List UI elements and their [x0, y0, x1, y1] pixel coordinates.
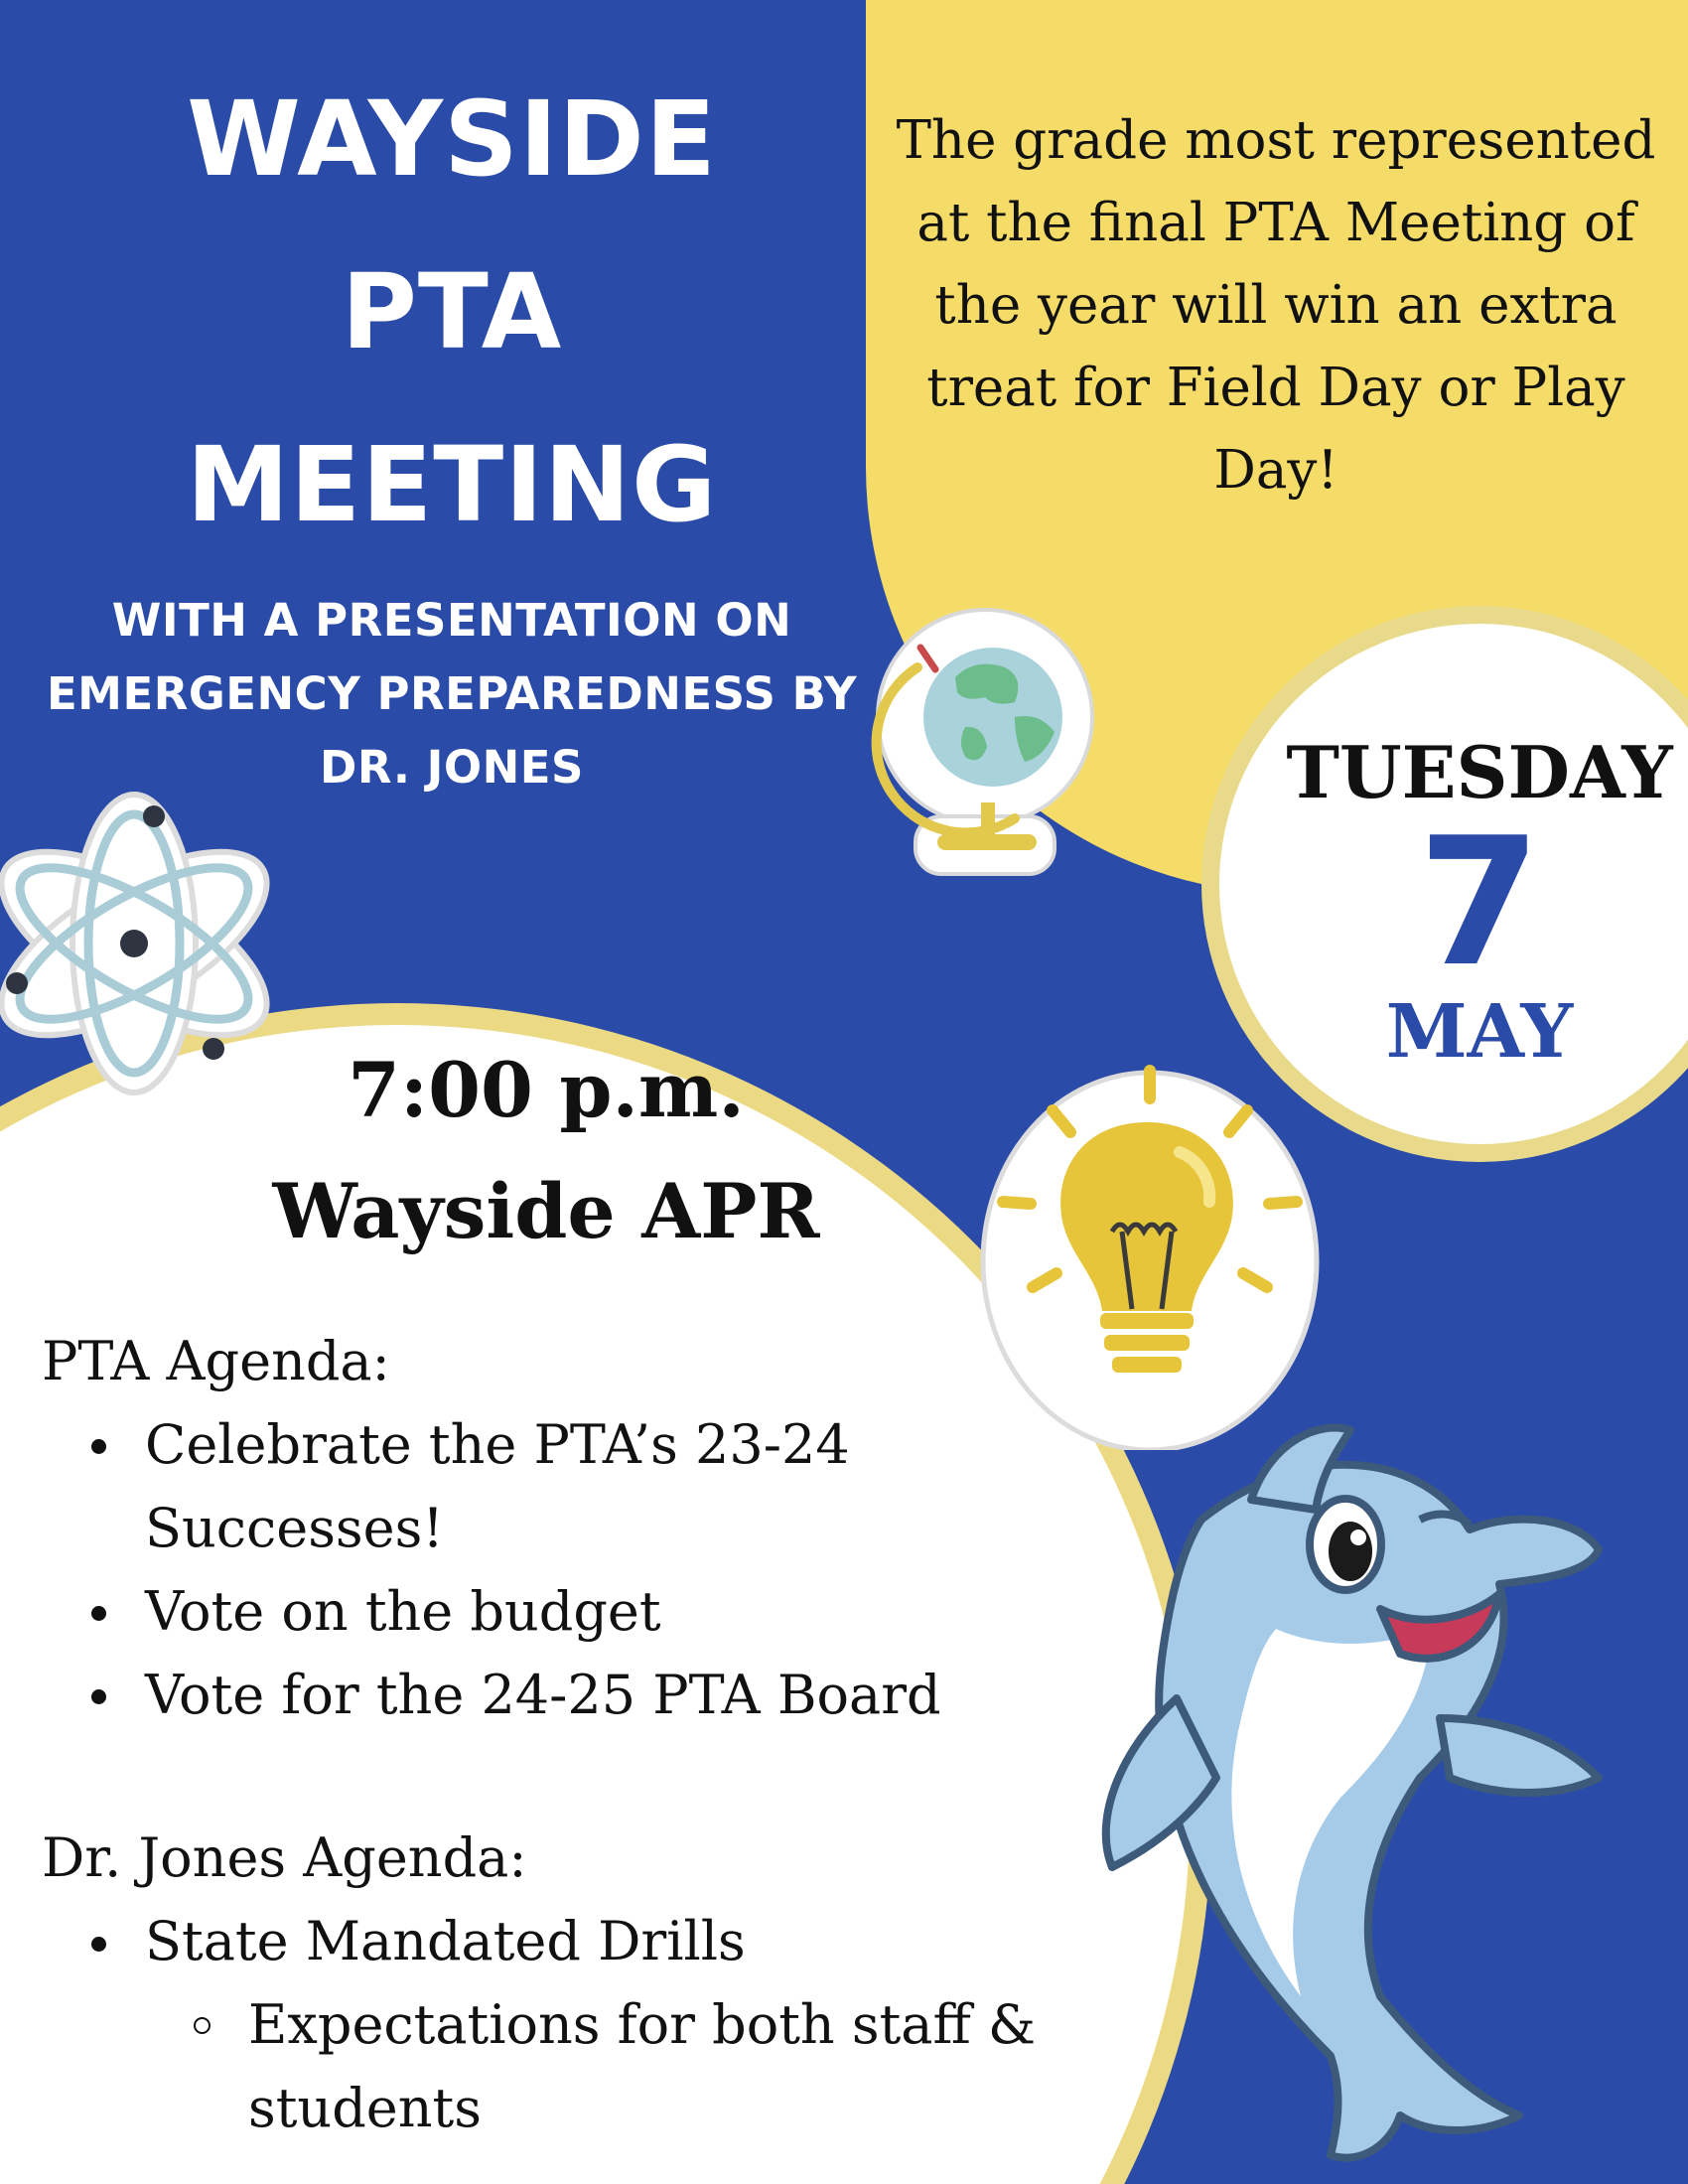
- subtitle-line-2: EMERGENCY PREPAREDNESS BY: [46, 667, 858, 720]
- jones-agenda-sub-item: Expectations for both staff &: [248, 1993, 1037, 2056]
- pta-agenda-item-3: Vote for the 24-25 PTA Board: [145, 1664, 941, 1726]
- contest-line-1: The grade most represented: [896, 110, 1656, 171]
- subtitle: [40, 584, 864, 804]
- jones-agenda-heading: Dr. Jones Agenda:: [42, 1826, 527, 1889]
- title-line-3: MEETING: [186, 424, 718, 545]
- contest-line-5: Day!: [1213, 440, 1338, 501]
- event-venue: Wayside APR: [272, 1167, 820, 1255]
- contest-line-3: the year will win an extra: [934, 275, 1618, 336]
- subtitle-line-3: DR. JONES: [320, 741, 584, 794]
- globe-icon: [866, 608, 1104, 886]
- bullet-dot: [91, 1937, 106, 1952]
- pta-agenda-heading: PTA Agenda:: [42, 1330, 390, 1392]
- subtitle-line-1: WITH A PRESENTATION ON: [111, 594, 792, 647]
- lightbulb-icon: [973, 1053, 1321, 1450]
- pta-agenda-item-2: Vote on the budget: [145, 1580, 661, 1643]
- date-month: MAY: [1385, 989, 1574, 1075]
- pta-agenda-item-1: Celebrate the PTA’s 23-24: [145, 1413, 850, 1476]
- bullet-dot: [91, 1606, 106, 1621]
- dolphin-mascot: [1003, 1400, 1678, 2175]
- date-number: 7: [1418, 800, 1541, 1005]
- atom-icon: [0, 785, 288, 1102]
- title-line-2: PTA: [341, 251, 563, 372]
- contest-line-4: treat for Field Day or Play: [926, 358, 1625, 418]
- title-line-1: WAYSIDE: [187, 78, 717, 200]
- sub-bullet-circle: [194, 2017, 211, 2034]
- bullet-dot: [91, 1689, 106, 1704]
- pta-agenda-item-1-cont: Successes!: [145, 1497, 445, 1559]
- jones-agenda-sub-item-cont: students: [248, 2077, 482, 2139]
- contest-text: [884, 99, 1668, 511]
- contest-line-2: at the final PTA Meeting of: [916, 193, 1635, 253]
- bullet-dot: [91, 1439, 106, 1454]
- jones-agenda-item: State Mandated Drills: [145, 1910, 746, 1972]
- date-day: TUESDAY: [1286, 730, 1673, 814]
- event-time: 7:00 p.m.: [348, 1046, 745, 1134]
